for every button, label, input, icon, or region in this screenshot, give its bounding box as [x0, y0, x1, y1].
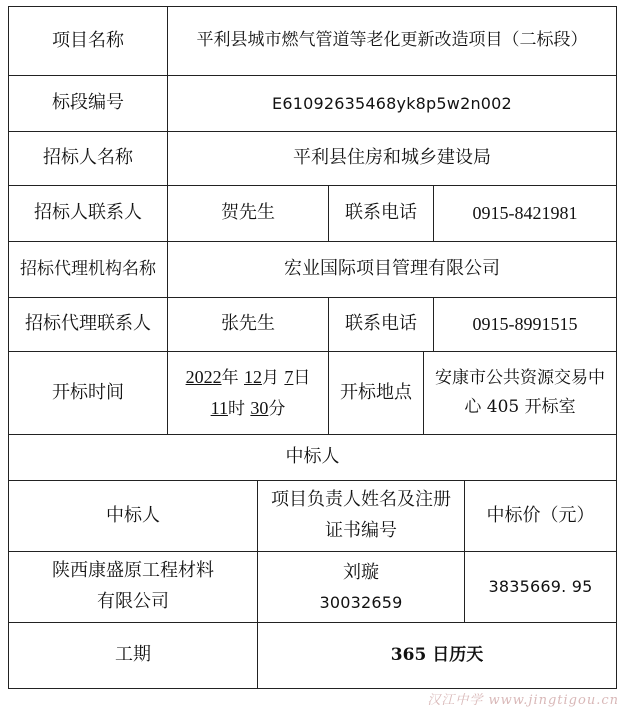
opening-place-line1: 安康市公共资源交易中 [435, 368, 605, 389]
opening-year: 2022 [185, 367, 222, 388]
duration-value: 365 日历天 [257, 622, 617, 689]
winner-name [8, 551, 258, 623]
site-watermark: 汉江中学 www.jingtigou.cn [427, 693, 619, 708]
winner-name-line1: 陕西康盛原工程材料 [52, 560, 214, 582]
section-number-value: E61092635468yk8p5w2n002 [167, 75, 617, 132]
manager-cert: 30032659 [319, 592, 403, 612]
agency-contact-value: 张先生 [167, 297, 329, 352]
tenderer-label: 招标人名称 [8, 131, 168, 186]
manager-header-line1: 项目负责人姓名及注册 [271, 489, 451, 511]
project-name-label: 项目名称 [8, 6, 168, 76]
price-column-header: 中标价（元） [464, 480, 617, 552]
tenderer-phone-label: 联系电话 [328, 185, 434, 242]
opening-clock-line [211, 393, 286, 424]
manager-header-line2: 证书编号 [325, 520, 397, 541]
opening-day-unit: 日 [293, 368, 311, 389]
opening-year-unit: 年 [221, 368, 239, 389]
section-number-label: 标段编号 [8, 75, 168, 132]
tenderer-contact-value: 贺先生 [167, 185, 329, 242]
winning-price: 3835669. 95 [464, 551, 617, 623]
opening-hour-unit: 时 [227, 399, 245, 419]
winner-name-line2: 有限公司 [97, 591, 169, 612]
agency-phone-value: 0915-8991515 [433, 297, 617, 352]
opening-day: 7 [284, 367, 294, 388]
agency-value: 宏业国际项目管理有限公司 [167, 241, 617, 298]
winner-section-title: 中标人 [8, 434, 617, 481]
opening-place-line2: 心 405 开标室 [464, 397, 576, 417]
tenderer-contact-label: 招标人联系人 [8, 185, 168, 242]
opening-time-label: 开标时间 [8, 351, 168, 435]
duration-label: 工期 [8, 622, 258, 689]
tenderer-value: 平利县住房和城乡建设局 [167, 131, 617, 186]
opening-date-line [186, 362, 311, 393]
opening-month-unit: 月 [262, 368, 279, 389]
bid-result-table [8, 6, 617, 689]
opening-place-value [423, 351, 617, 435]
manager-value [257, 551, 465, 623]
opening-hour: 11 [210, 398, 228, 418]
opening-minute: 30 [250, 398, 269, 418]
opening-time-value [167, 351, 329, 435]
tenderer-phone-value: 0915-8421981 [433, 185, 617, 242]
agency-phone-label: 联系电话 [328, 297, 434, 352]
opening-month: 12 [244, 367, 262, 388]
winner-column-header: 中标人 [8, 480, 258, 552]
manager-name: 刘璇 [343, 562, 379, 584]
manager-column-header [257, 480, 465, 552]
agency-label: 招标代理机构名称 [8, 241, 168, 298]
agency-contact-label: 招标代理联系人 [8, 297, 168, 352]
opening-place-label: 开标地点 [328, 351, 424, 435]
opening-minute-unit: 分 [268, 399, 286, 419]
project-name-value: 平利县城市燃气管道等老化更新改造项目（二标段） [167, 6, 617, 76]
